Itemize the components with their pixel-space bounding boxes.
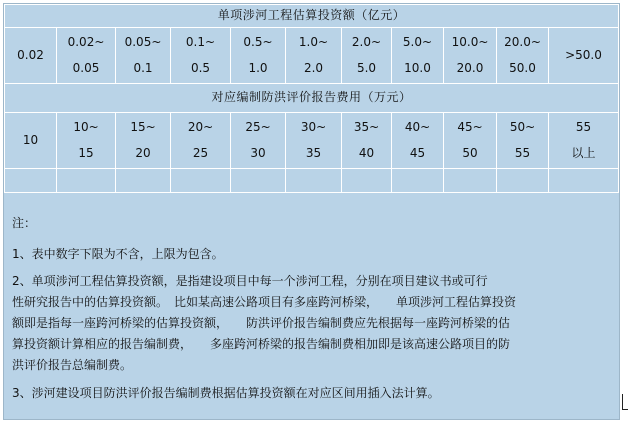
empty-cell <box>342 169 392 193</box>
empty-cell <box>392 169 444 193</box>
fee-cell <box>549 113 619 169</box>
investment-cell-bottom: 1.0 <box>248 60 268 75</box>
fee-cell <box>57 113 116 169</box>
fee-header: 对应编制防洪评价报告费用（万元） <box>5 84 619 113</box>
fee-cell <box>342 113 392 169</box>
note-item-2-line: 2、单项涉河工程估算投资额，是指建设项目中每一个涉河工程，分别在项目建议书或可行 <box>12 274 488 288</box>
note-item-2-line: 性研究报告中的估算投资额。 比如某高速公路项目有多座跨河桥梁， 单项涉河工程估算投资 <box>12 295 517 309</box>
fee-cell-top: 40~ <box>404 119 431 134</box>
investment-cell-bottom: 0.5 <box>190 60 211 75</box>
investment-cell-bottom: 50.0 <box>509 60 536 75</box>
investment-header: 单项涉河工程估算投资额（亿元） <box>5 5 619 28</box>
fee-cell <box>497 113 549 169</box>
fee-cell-bottom: 以上 <box>571 145 596 160</box>
investment-cell-top: 0.02 <box>17 47 44 62</box>
fee-cell-top: 35~ <box>353 119 380 134</box>
fee-row <box>5 113 619 169</box>
investment-cell-bottom: 0.05 <box>72 60 100 75</box>
fee-cell-bottom: 30 <box>250 145 266 160</box>
fee-cell <box>392 113 444 169</box>
investment-cell-top: 20.0~ <box>504 34 541 49</box>
empty-cell <box>116 169 171 193</box>
investment-cell-top: 0.05~ <box>124 34 162 49</box>
notes-heading: 注： <box>12 216 37 230</box>
empty-cell <box>444 169 497 193</box>
note-item-2-line: 算投资额计算相应的报告编制费， 多座跨河桥梁的报告编制费相加即是该高速公路项目的防 <box>12 337 511 351</box>
fee-cell-top: 45~ <box>457 119 483 134</box>
investment-cell <box>231 28 286 84</box>
investment-cell <box>392 28 444 84</box>
note-item-2-line: 洪评价报告总编制费。 <box>12 358 133 372</box>
fee-cell-bottom: 20 <box>135 145 151 160</box>
paragraph-mark-icon <box>622 394 630 412</box>
investment-cell-top: 10.0~ <box>451 34 489 49</box>
note-item-2 <box>12 271 613 376</box>
fee-cell-top: 25~ <box>245 119 271 134</box>
empty-cell <box>171 169 231 193</box>
note-item-1: 1、表中数字下限为不含，上限为包含。 <box>12 247 224 261</box>
investment-cell-bottom: 0.1 <box>133 60 153 75</box>
fee-cell-bottom: 50 <box>462 145 478 160</box>
empty-row <box>5 169 619 193</box>
fee-cell <box>444 113 497 169</box>
investment-cell <box>444 28 497 84</box>
fee-cell <box>5 113 57 169</box>
investment-cell <box>286 28 342 84</box>
investment-cell-top: >50.0 <box>565 47 602 62</box>
empty-cell <box>57 169 116 193</box>
fee-cell-bottom: 55 <box>514 145 531 160</box>
fee-cell <box>286 113 342 169</box>
fee-cell-bottom: 25 <box>192 145 209 160</box>
fee-cell-top: 15~ <box>130 119 156 134</box>
fee-cell <box>116 113 171 169</box>
fee-cell-bottom: 45 <box>409 145 426 160</box>
investment-cell <box>171 28 231 84</box>
fee-cell-bottom: 35 <box>305 145 322 160</box>
investment-cell <box>5 28 57 84</box>
fee-cell-bottom: 40 <box>358 145 375 160</box>
empty-cell <box>497 169 549 193</box>
notes-section <box>12 213 613 404</box>
fee-cell-top: 55 <box>575 119 592 134</box>
investment-cell-bottom: 2.0 <box>303 60 324 75</box>
investment-cell <box>57 28 116 84</box>
investment-cell-top: 0.5~ <box>243 34 273 49</box>
investment-cell <box>116 28 171 84</box>
empty-cell <box>5 169 57 193</box>
investment-cell-top: 0.02~ <box>67 34 105 49</box>
note-item-3: 3、涉河建设项目防洪评价报告编制费根据估算投资额在对应区间用插入法计算。 <box>12 386 440 400</box>
investment-cell-top: 1.0~ <box>298 34 329 49</box>
investment-cell-top: 2.0~ <box>351 34 382 49</box>
investment-cell-top: 0.1~ <box>185 34 216 49</box>
investment-cell <box>342 28 392 84</box>
fee-cell-top: 50~ <box>509 119 536 134</box>
empty-cell <box>549 169 619 193</box>
investment-row <box>5 28 619 84</box>
fee-cell-bottom: 15 <box>78 145 94 160</box>
investment-cell-bottom: 20.0 <box>456 60 484 75</box>
fee-cell-top: 30~ <box>300 119 327 134</box>
investment-cell-top: 5.0~ <box>402 34 433 49</box>
fee-cell <box>171 113 231 169</box>
investment-cell-bottom: 5.0 <box>356 60 377 75</box>
fee-cell-top: 10~ <box>73 119 99 134</box>
fee-cell-top: 10 <box>22 132 39 147</box>
note-item-2-line: 额即是指每一座跨河桥梁的估算投资额， 防洪评价报告编制费应先根据每一座跨河桥梁的估 <box>12 316 511 330</box>
fee-table <box>4 4 619 193</box>
fee-standard-panel <box>3 3 620 420</box>
fee-cell-top: 20~ <box>187 119 214 134</box>
fee-cell <box>231 113 286 169</box>
empty-cell <box>286 169 342 193</box>
empty-cell <box>231 169 286 193</box>
investment-cell-bottom: 10.0 <box>404 60 431 75</box>
investment-cell <box>497 28 549 84</box>
investment-cell <box>549 28 619 84</box>
